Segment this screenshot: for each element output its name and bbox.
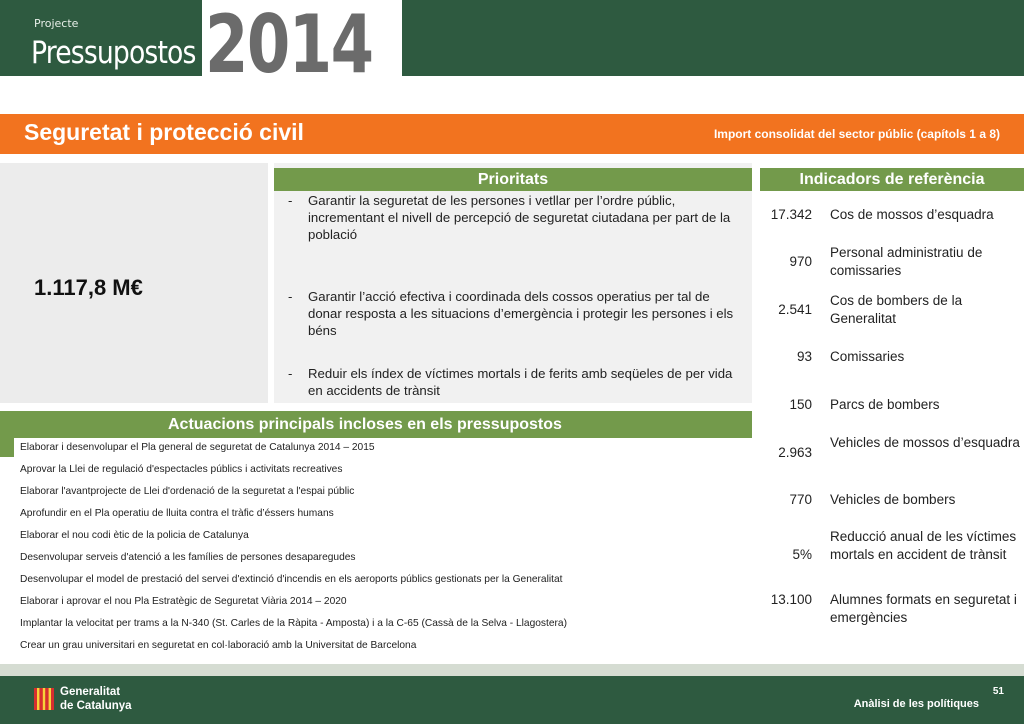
actions-accent-bar xyxy=(0,438,14,457)
indicator-value: 2.963 xyxy=(778,445,812,460)
indicator-value: 770 xyxy=(789,492,812,507)
indicator-label: Cos de mossos d’esquadra xyxy=(830,207,994,222)
footer-label: Anàlisi de les polítiques xyxy=(853,698,979,710)
priority-item xyxy=(288,365,738,399)
page-number: 51 xyxy=(992,686,1004,697)
indicator-label: Parcs de bombers xyxy=(830,397,940,412)
priorities-header: Prioritats xyxy=(274,168,752,191)
action-item: Elaborar i aprovar el nou Pla Estratègic de Seguretat Viària 2014 – 2020 xyxy=(20,596,347,607)
priority-text: Garantir l’acció efectiva i coordinada dels cossos operatius per tal de donar resposta a les situacions d’emergència i protegir les persones i els béns xyxy=(308,289,734,338)
action-item: Desenvolupar el model de prestació del servei d'extinció d'incendis en els aeroports públics gestionats per la Generalitat xyxy=(20,574,563,585)
header-title: Pressupostos xyxy=(31,35,196,71)
bottom-strip xyxy=(0,664,1024,676)
indicator-label: Comissaries xyxy=(830,349,905,364)
actions-header: Actuacions principals incloses en els pressupostos xyxy=(0,411,752,438)
action-item: Aprofundir en el Pla operatiu de lluita contra el tràfic d’éssers humans xyxy=(20,508,334,519)
section-subtitle: Import consolidat del sector públic (capítols 1 a 8) xyxy=(713,127,1000,141)
indicator-label: Cos de bombers de la Generalitat xyxy=(830,293,963,326)
action-item: Crear un grau universitari en seguretat en col·laboració amb la Universitat de Barcelona xyxy=(20,640,417,651)
footer-org-line2: de Catalunya xyxy=(60,699,132,712)
indicator-label: Reducció anual de les víctimes mortals en accident de trànsit xyxy=(830,529,1017,562)
priority-text: Garantir la seguretat de les persones i vetllar per l’ordre públic, incrementant el nivell de percepció de seguretat ciutadana per part de la població xyxy=(308,193,731,242)
actions-list xyxy=(14,441,754,661)
priority-item xyxy=(288,192,738,243)
indicator-label: Personal administratiu de comissaries xyxy=(830,245,983,278)
section-title: Seguretat i protecció civil xyxy=(24,119,304,145)
indicator-label: Alumnes formats en seguretat i emergències xyxy=(830,592,1017,625)
footer-org xyxy=(60,686,132,713)
indicator-value: 5% xyxy=(792,547,812,562)
indicator-label: Vehicles de bombers xyxy=(830,492,956,507)
action-item: Desenvolupar serveis d'atenció a les famílies de persones desaparegudes xyxy=(20,552,356,563)
priority-dash: - xyxy=(288,193,293,208)
indicator-value: 93 xyxy=(796,349,812,364)
indicator-value: 970 xyxy=(789,254,812,269)
indicator-value: 17.342 xyxy=(770,207,812,222)
header-year: 2014 xyxy=(205,0,373,91)
generalitat-logo-icon xyxy=(34,688,54,710)
indicator-value: 13.100 xyxy=(770,592,812,607)
indicator-value: 2.541 xyxy=(778,302,812,317)
action-item: Elaborar el nou codi ètic de la policia de Catalunya xyxy=(20,530,249,541)
priority-text: Reduir els índex de víctimes mortals i de ferits amb seqüeles de per vida en accidents de trànsit xyxy=(308,366,733,398)
indicator-value: 150 xyxy=(789,397,812,412)
action-item: Elaborar l'avantprojecte de Llei d'ordenació de la seguretat a l'espai públic xyxy=(20,486,355,497)
priority-item xyxy=(288,288,738,339)
amount-value: 1.117,8 M€ xyxy=(34,275,143,300)
priority-dash: - xyxy=(288,289,293,304)
action-item: Aprovar la Llei de regulació d'espectacles públics i activitats recreatives xyxy=(20,464,343,475)
action-item: Implantar la velocitat per trams a la N-340 (St. Carles de la Ràpita - Amposta) i a la C-65 (Cassà de la Selva - Llagostera) xyxy=(20,618,567,629)
footer-org-line1: Generalitat xyxy=(60,686,121,698)
action-item: Elaborar i desenvolupar el Pla general de seguretat de Catalunya 2014 – 2015 xyxy=(20,442,375,453)
indicators-header: Indicadors de referència xyxy=(760,168,1024,191)
indicator-label: Vehicles de mossos d’esquadra xyxy=(830,435,1020,450)
priority-dash: - xyxy=(288,366,293,381)
header-label: Projecte xyxy=(34,17,79,30)
